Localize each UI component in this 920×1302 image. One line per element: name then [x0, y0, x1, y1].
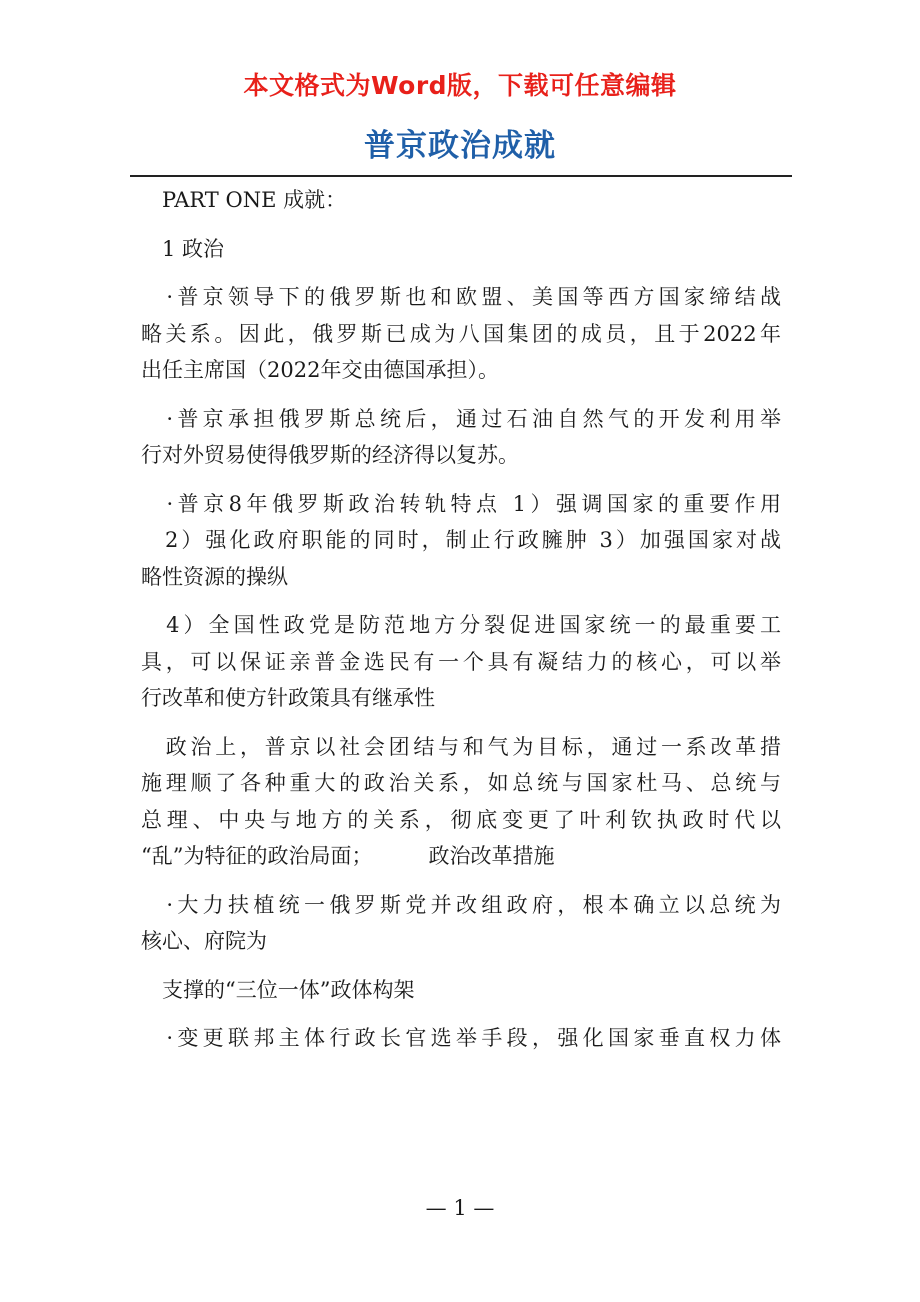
- text-line: 支撑的“三位一体”政体构架: [141, 977, 415, 1002]
- text-line: ·大力扶植统一俄罗斯党并改组政府，根本确立以总统为: [141, 892, 781, 917]
- inline-text: “乱”为特征的政治局面；: [141, 844, 373, 868]
- text-line: 行对外贸易使得俄罗斯的经济得以复苏。: [141, 443, 519, 467]
- paragraph: [141, 486, 781, 596]
- paragraph: [141, 607, 781, 717]
- title-divider: [130, 175, 792, 177]
- text-line: [141, 838, 781, 875]
- text-line: ·普京领导下的俄罗斯也和欧盟、美国等西方国家缔结战: [141, 285, 781, 309]
- text-line: 出任主席国（2022年交由德国承担）。: [141, 358, 499, 382]
- paragraph: [141, 279, 781, 389]
- text-line: 行改革和使方针政策具有继承性: [141, 686, 435, 710]
- download-banner: 本文格式为Word版，下载可任意编辑: [243, 71, 677, 100]
- text-line: ·普京承担俄罗斯总统后，通过石油自然气的开发利用举: [141, 406, 781, 431]
- paragraph: [141, 972, 781, 1009]
- text-line: 4）全国性政党是防范地方分裂促进国家统一的最重要工: [141, 613, 781, 637]
- paragraph: [141, 401, 781, 474]
- paragraph: [141, 182, 781, 219]
- document-title: 普京政治成就: [364, 128, 556, 164]
- text-line: 政治上，普京以社会团结与和气为目标，通过一系改革措: [141, 734, 781, 759]
- page-number: — 1 —: [425, 1196, 495, 1220]
- text-line: 略关系。因此，俄罗斯已成为八国集团的成员，且于2022年: [141, 321, 781, 346]
- text-line: 略性资源的操纵: [141, 564, 288, 589]
- text-line: ·普京8年俄罗斯政治转轨特点 1）强调国家的重要作用: [141, 491, 781, 516]
- text-line: 核心、府院为: [141, 929, 267, 953]
- text-line: 2）强化政府职能的同时，制止行政臃肿 3）加强国家对战: [141, 528, 781, 552]
- section-heading: 政治改革措施: [428, 844, 555, 868]
- text-line: PART ONE 成就：: [141, 188, 347, 212]
- text-line: 施理顺了各种重大的政治关系，如总统与国家杜马、总统与: [141, 771, 781, 795]
- paragraph: [141, 887, 781, 960]
- document-body: [141, 182, 781, 1057]
- text-line: ·变更联邦主体行政长官选举手段，强化国家垂直权力体: [141, 1026, 781, 1050]
- text-line: 1 政治: [141, 236, 225, 261]
- text-line: 具，可以保证亲普金选民有一个具有凝结力的核心，可以举: [141, 649, 781, 674]
- text-line: 总理、中央与地方的关系，彻底变更了叶利钦执政时代以: [141, 807, 781, 832]
- paragraph: [141, 231, 781, 268]
- paragraph: [141, 729, 781, 875]
- paragraph: [141, 1020, 781, 1057]
